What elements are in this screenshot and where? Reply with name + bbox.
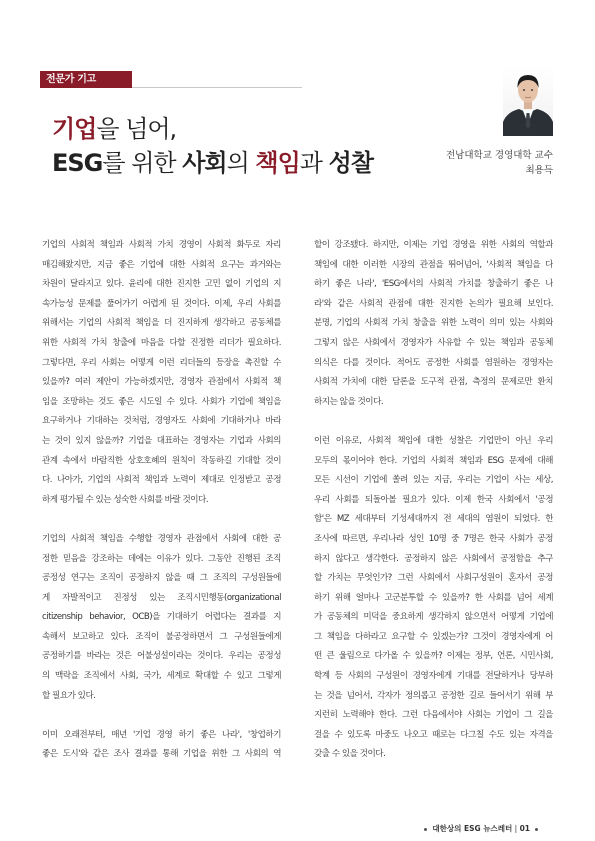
text-line: 기업의 사회적 책임을 수행할 경영자 관점에서 사회에 대한 공 [42, 533, 281, 544]
title-line-2 [52, 146, 373, 180]
paragraph [42, 726, 281, 765]
text-line: 할 가치는 무엇인가? 그런 사회에서 사회구성원이 혼자서 공정 [314, 573, 553, 584]
publication-name: 대한상의 ESG 뉴스레터 [432, 824, 513, 833]
text-line: citizenship behavior, OCB)을 기대하기 어렵다는 결과를 지 [42, 612, 281, 623]
text-line: 속가능성 문제를 풀어가기 어렵게 된 것이다. 이제, 우리 사회를 [42, 298, 281, 309]
text-line: 모두의 몫이어야 한다. 기업의 사회적 책임과 ESG 문제에 대해 [314, 455, 553, 466]
text-line: 차원이 달라지고 있다. 윤리에 대한 진지한 고민 없이 기업의 지 [42, 279, 281, 290]
text-line: 우리 사회를 되돌아볼 필요가 있다. 이제 한국 사회에서 '공정 [314, 494, 553, 505]
text-line: 는 것을 넘어서, 각자가 정의롭고 공정한 길로 들어서기 위해 부 [314, 690, 553, 701]
text-line: 걸을 수 있도록 마중도 나오고 때로는 다그칠 수도 있는 자격을 [314, 729, 553, 740]
body-column-left [42, 236, 281, 765]
text-line: 속해서 보고하고 있다. 조직이 불공정하면서 그 구성원들에게 [42, 631, 281, 642]
text-line: 하기 좋은 나라', 'ESG에서의 사회적 가치를 창출하기 좋은 나 [314, 279, 553, 290]
text-line: 떤 큰 울림으로 다가올 수 있을까? 이제는 정부, 언론, 시민사회, [314, 651, 553, 662]
text-line: 학계 등 사회의 구성원이 경영자에게 기대를 전달하거나 당부하 [314, 671, 553, 682]
page-number: 01 [519, 824, 530, 833]
bullet-dot-icon [424, 828, 427, 831]
text-line: 공정하기를 바라는 것은 어불성설이라는 것이다. 우리는 공정성 [42, 651, 281, 662]
text-line: 게 자발적이고 진정성 있는 조직시민행동(organizational [42, 592, 281, 603]
body-column-right [314, 236, 553, 765]
text-line: 는 것이 있지 않을까? 기업을 대표하는 경영자는 기업과 사회의 [42, 435, 281, 446]
text-line: 모든 시선이 기업에 쏠려 있는 지금, 우리는 기업이 사는 세상, [314, 475, 553, 486]
paragraph [42, 236, 281, 510]
text-line: 할이 강조됐다. 하지만, 이제는 기업 경영을 위한 사회의 역할과 [314, 240, 553, 250]
article-title [52, 112, 373, 180]
paragraph [314, 236, 553, 412]
text-line: 위해서는 기업의 사회적 책임을 더 진지하게 생각하고 공동체를 [42, 318, 281, 329]
text-line: 가 공동체의 미덕을 중요하게 생각하지 않으면서 어떻게 기업에 [314, 612, 553, 623]
text-line: 좋은 도시'와 같은 조사 결과를 통해 기업을 위한 그 사회의 역 [42, 749, 281, 760]
text-line: 이미 오래전부터, 매년 '기업 경영 하기 좋은 나라', '창업하기 [42, 729, 281, 740]
paragraph [42, 530, 281, 706]
author-portrait-icon [503, 66, 553, 136]
text-line: 하게 평가될 수 있는 성숙한 사회를 바랄 것이다. [42, 494, 209, 505]
text-line: 분명, 기업의 사회적 가치 창출을 위한 노력이 의미 있는 사회와 [314, 318, 553, 329]
title-line-1 [52, 112, 373, 146]
text-line: 함'은 MZ 세대부터 기성세대까지 전 세대의 염원이 되었다. 한 [314, 514, 553, 525]
text-line: 조사에 따르면, 우리나라 성인 10명 중 7명은 한국 사회가 공정 [314, 533, 553, 544]
title-text: 를 위한 [102, 149, 183, 177]
text-line: 매김해왔지만, 지금 좋은 기업에 대한 사회적 요구는 과거와는 [42, 259, 281, 270]
text-line: 위한 사회적 가치 창출에 마음을 다할 진정한 리더가 필요하다. [42, 337, 281, 348]
text-line: 관계 속에서 바람직한 상호호혜의 원칙이 작동하길 기대할 것이 [42, 455, 281, 466]
section-tag: 전문가 기고 [40, 71, 132, 88]
title-word-society: 사회 [182, 149, 227, 177]
text-line: 하지 않다고 생각한다. 공정하지 않은 사회에서 공정함을 추구 [314, 553, 553, 564]
text-line: 요구하거나 기대하는 것처럼, 경영자도 사회에 기대하거나 바라 [42, 416, 281, 427]
paragraph [314, 432, 553, 765]
text-line: 있을까? 여러 제안이 가능하겠지만, 경영자 관점에서 사회적 책 [42, 377, 281, 388]
text-line: 하지는 않을 것이다. [314, 396, 384, 407]
text-line: 그 책임을 다하라고 요구할 수 있겠는가? 그것이 경영자에게 어 [314, 631, 553, 642]
text-line: 기업의 사회적 책임과 사회적 가치 경영이 사회적 화두로 자리 [42, 240, 281, 250]
author-affiliation: 전남대학교 경영대학 교수 [446, 150, 553, 161]
text-line: 의 맥락을 조직에서 사회, 국가, 세계로 확대할 수 있고 그렇게 [42, 671, 281, 682]
title-word-company: 기업 [52, 115, 97, 143]
text-line: 이런 이유로, 사회적 책임에 대한 성찰은 기업만이 아닌 우리 [314, 435, 553, 446]
text-line: 다. 나아가, 기업의 사회적 책임과 노력이 제대로 인정받고 공정 [42, 475, 281, 486]
bullet-dot-icon [535, 828, 538, 831]
text-line: 하기 위해 얼마나 고군분투할 수 있을까? 한 사회를 넘어 세계 [314, 592, 553, 603]
page-footer [419, 823, 543, 834]
title-text: 을 넘어, [96, 115, 177, 143]
title-word-esg: ESG [52, 149, 103, 177]
text-line: 책임에 대한 이러한 시장의 관점을 뛰어넘어, '사회적 책임을 다 [314, 259, 553, 270]
text-line: 라'와 같은 사회적 관점에 대한 진지한 논의가 필요해 보인다. [314, 298, 553, 309]
title-word-responsibility: 책임 [255, 149, 300, 177]
text-line: 사회적 가치에 대한 담론을 도구적 관점, 측정의 문제로만 환치 [314, 377, 553, 388]
text-line: 그렇다면, 우리 사회는 어떻게 이런 리더들의 등장을 촉진할 수 [42, 357, 281, 368]
title-word-reflection: 성찰 [328, 149, 373, 177]
text-line: 그렇지 않은 사회에서 경영자가 사유할 수 있는 책임과 공동체 [314, 337, 553, 348]
title-text: 의 [226, 149, 256, 177]
author-name: 최용득 [525, 165, 553, 176]
text-line: 공정성 연구는 조직이 공정하지 않을 때 그 조직의 구성원들에 [42, 573, 281, 584]
title-text: 과 [299, 149, 329, 177]
text-line: 지런히 노력해야 한다. 그런 다음에서야 사회는 기업이 그 길을 [314, 710, 553, 721]
text-line: 할 필요가 있다. [42, 690, 96, 701]
tag-divider [132, 87, 302, 88]
text-line: 갖출 수 있을 것이다. [314, 749, 386, 760]
text-line: 의식은 다를 것이다. 적어도 공정한 사회를 염원하는 경영자는 [314, 357, 553, 368]
text-line: 임을 조망하는 것도 좋은 시도일 수 있다. 사회가 기업에 책임을 [42, 396, 281, 407]
text-line: 정한 믿음을 강조하는 데에는 이유가 있다. 그동안 진행된 조직 [42, 553, 281, 564]
footer-separator: | [514, 824, 518, 833]
